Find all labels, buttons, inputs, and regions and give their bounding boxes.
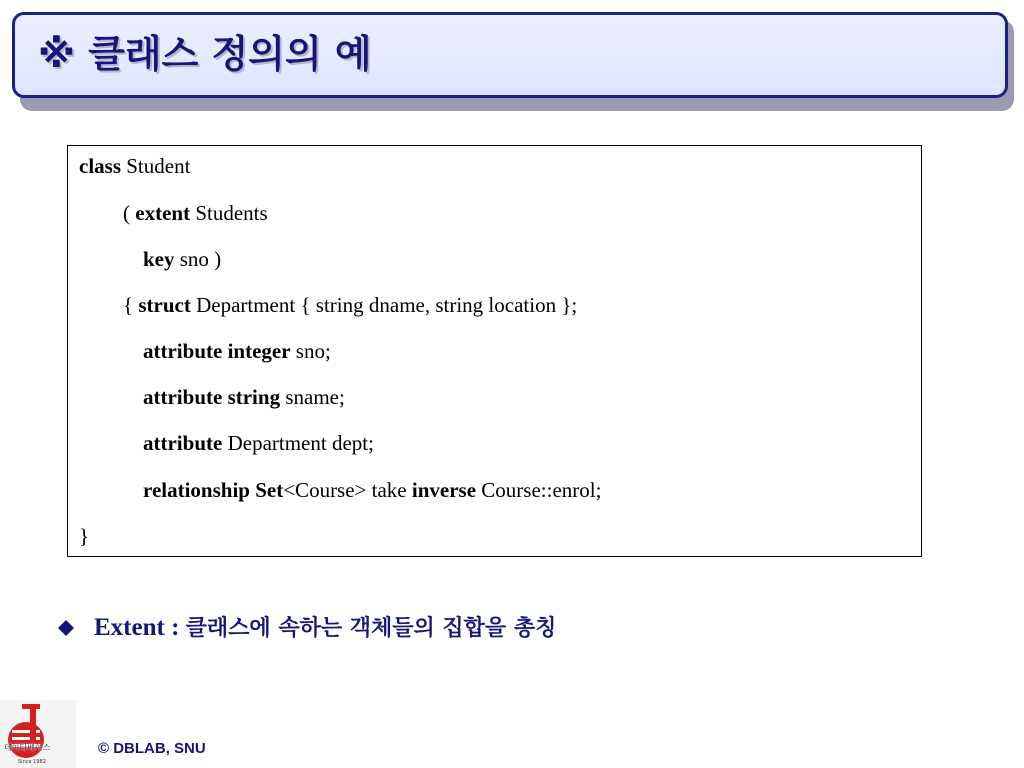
bullet-description: 클래스에 속하는 객체들의 집합을 총칭 xyxy=(185,616,557,641)
code-text: Course::enrol; xyxy=(476,478,602,502)
code-text: Department dept; xyxy=(222,431,374,455)
keyword-attribute-integer: attribute integer xyxy=(143,339,291,363)
code-text: <Course> take xyxy=(283,478,412,502)
code-text: sno ) xyxy=(174,247,222,271)
code-text: sname; xyxy=(280,385,345,409)
keyword-attribute-string: attribute string xyxy=(143,385,281,409)
code-text: } xyxy=(79,524,90,548)
diamond-bullet-icon xyxy=(57,619,75,637)
keyword-extent: extent xyxy=(135,201,191,225)
code-line-4 xyxy=(123,293,577,317)
code-line-2 xyxy=(123,201,268,225)
bullet-item xyxy=(94,612,556,645)
code-line-3 xyxy=(143,247,221,271)
code-line-1 xyxy=(79,154,190,178)
code-text: { xyxy=(123,293,139,317)
code-line-9 xyxy=(79,524,89,548)
keyword-inverse: inverse xyxy=(411,478,477,502)
keyword-attribute: attribute xyxy=(143,431,223,455)
code-line-5 xyxy=(143,339,331,363)
code-text: ( xyxy=(123,201,136,225)
keyword-struct: struct xyxy=(138,293,191,317)
code-text: Department { string dname, string location }; xyxy=(190,293,578,317)
footer-copyright: © DBLAB, SNU xyxy=(98,740,206,757)
keyword-class: class xyxy=(79,154,121,178)
code-line-8 xyxy=(143,478,601,502)
code-text: Students xyxy=(190,201,268,225)
dblab-logo-icon xyxy=(0,700,76,768)
bullet-term: Extent : xyxy=(94,614,186,641)
logo-text: 데이타베이스 xyxy=(4,743,51,752)
code-line-7 xyxy=(143,431,374,455)
page-title: ※ 클래스 정의의 예 xyxy=(38,32,372,76)
logo-since: Since 1982 xyxy=(18,759,46,765)
code-text: sno; xyxy=(290,339,331,363)
code-text: Student xyxy=(121,154,191,178)
keyword-key: key xyxy=(143,247,175,271)
keyword-relationship-set: relationship Set xyxy=(143,478,284,502)
code-line-6 xyxy=(143,385,345,409)
